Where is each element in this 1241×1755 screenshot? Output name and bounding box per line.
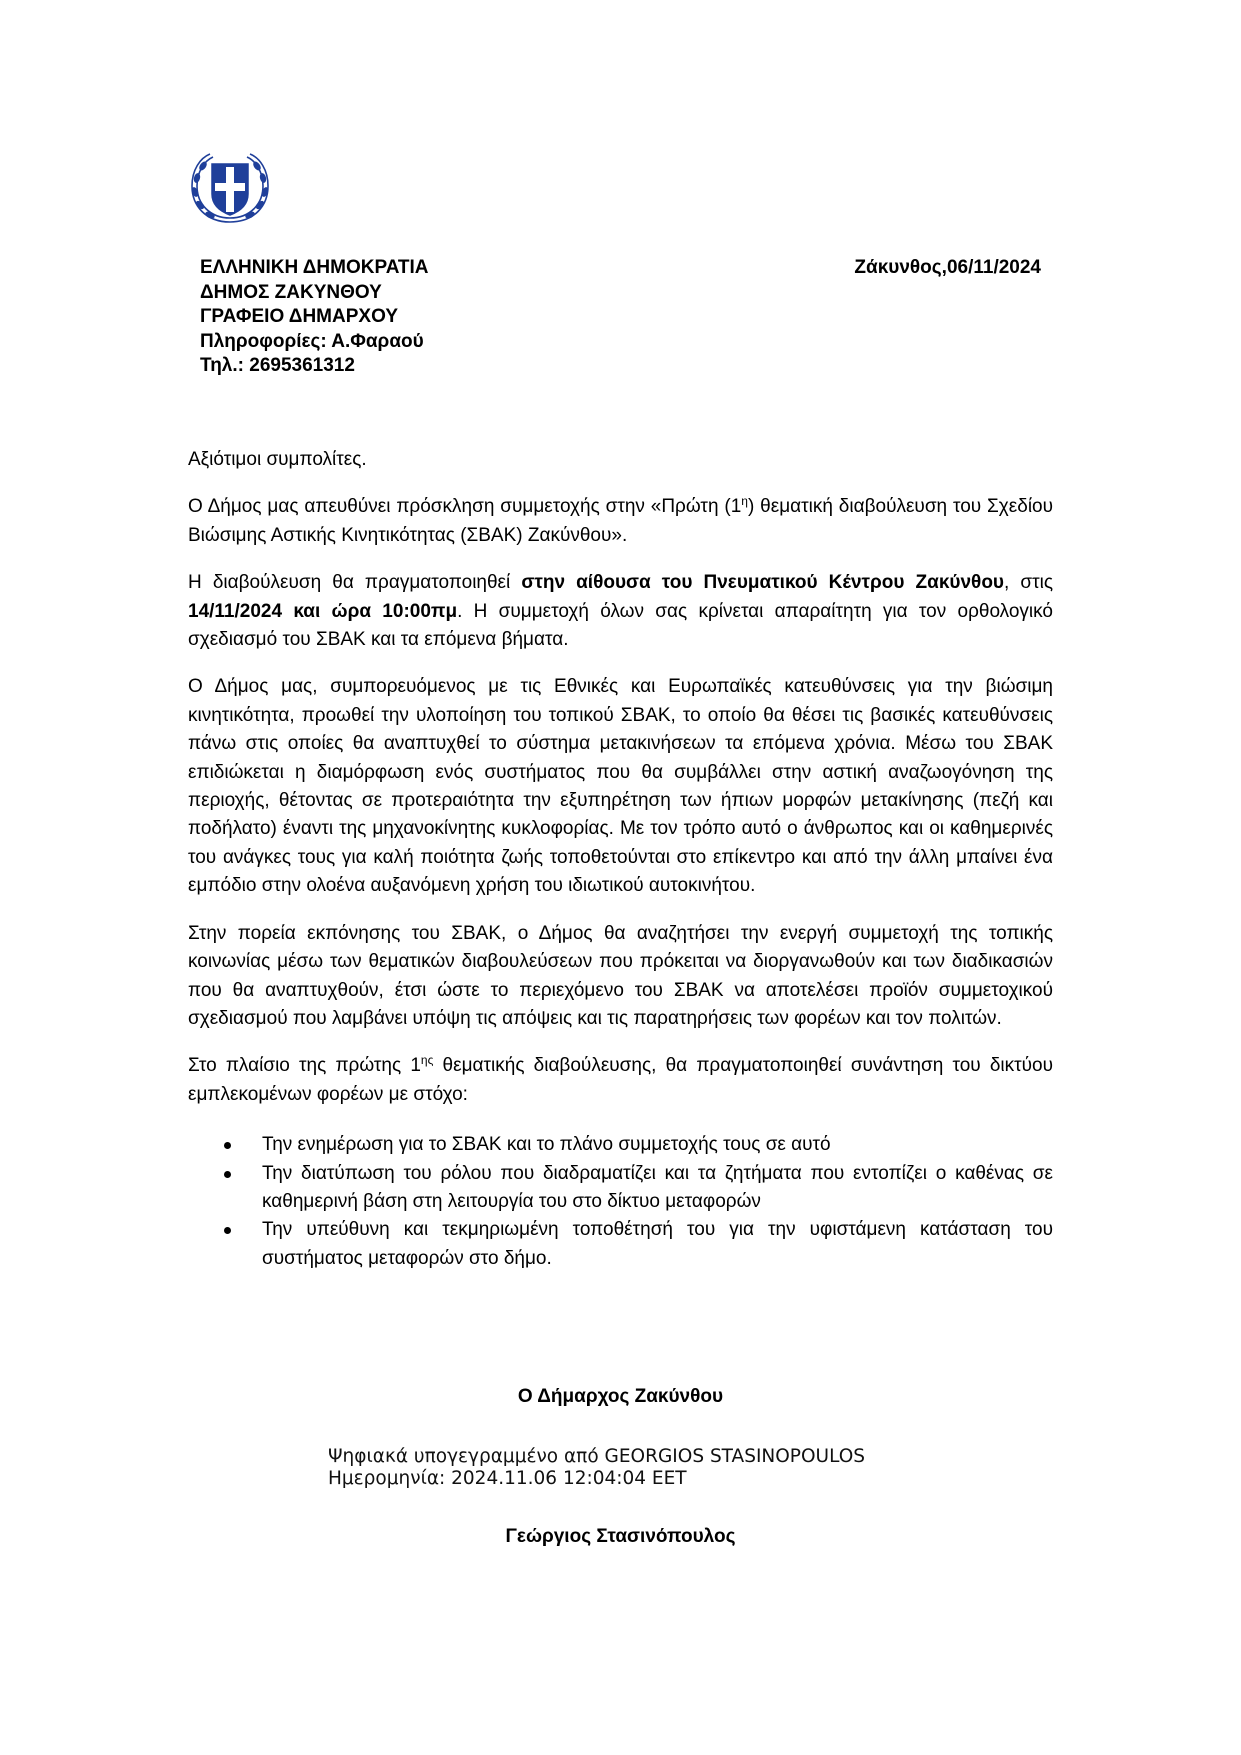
letter-body — [188, 446, 1053, 1273]
header-line-office: ΓΡΑΦΕΙΟ ΔΗΜΑΡΧΟΥ — [200, 306, 398, 327]
paragraph-venue: Η διαβούλευση θα πραγματοποιηθεί στην αίθουσα του Πνευματικού Κέντρου Ζακύνθου, στις 14/11/2024 και ώρα 10:00πμ. Η συμμετοχή όλων σας κρίνεται απαραίτητη για τον ορθολογικό σχεδιασμό του ΣΒΑΚ και τα επόμενα βήματα. — [188, 572, 1053, 651]
list-item: Την ενημέρωση για το ΣΒΑΚ και το πλάνο συμμετοχής τους σε αυτό — [188, 1131, 1053, 1159]
sender-header — [200, 256, 428, 379]
header-line-municipality: ΔΗΜΟΣ ΖΑΚΥΝΘΟΥ — [200, 281, 382, 303]
datetime-bold: 14/11/2024 και ώρα 10:00πμ — [188, 600, 458, 622]
mayor-title: Ο Δήμαρχος Ζακύνθου — [517, 1386, 724, 1407]
header-line-contact: Πληροφορίες: Α.Φαραού — [200, 330, 424, 352]
signature-date: Ημερομηνία: 2024.11.06 12:04:04 EET — [328, 1468, 687, 1489]
header-line-republic: ΕΛΛΗΝΙΚΗ ΔΗΜΟΚΡΑΤΙΑ — [200, 257, 429, 278]
header-line-phone: Τηλ.: 2695361312 — [200, 355, 355, 376]
paragraph-participation: Στην πορεία εκπόνησης του ΣΒΑΚ, ο Δήμος θα αναζητήσει την ενεργή συμμετοχή της τοπικής κοινωνίας μέσω των θεματικών διαβουλεύσεων που πρόκειται να διοργανωθούν και των διαδικασιών που θα αναπτυχθούν, έτσι ώστε το περιεχόμενο του ΣΒΑΚ να αποτελέσει προϊόν συμμετοχικού σχεδιασμού που λαμβάνει υπόψη τις απόψεις και τις παρατηρήσεις των φορέων και τον πολιτών. — [188, 922, 1053, 1029]
goals-list — [188, 1131, 1053, 1273]
digital-signature — [328, 1446, 865, 1490]
mayor-name: Γεώργιος Στασινόπουλος — [505, 1526, 736, 1547]
list-item: Την υπεύθυνη και τεκμηριωμένη τοποθέτησή του για την υφιστάμενη κατάσταση του συστήματος μεταφορών στο δήμο. — [188, 1216, 1053, 1273]
greeting: Αξιότιμοι συμπολίτες. — [188, 449, 367, 470]
letter-date: Ζάκυνθος,06/11/2024 — [854, 257, 1041, 278]
list-item: Την διατύπωση του ρόλου που διαδραματίζει και τα ζητήματα που εντοπίζει ο καθένας σε καθημερινή βάση στη λειτουργία του στο δίκτυο μεταφορών — [188, 1160, 1053, 1217]
signature-signed-by: Ψηφιακά υπογεγραμμένο από GEORGIOS STASINOPOULOS — [328, 1446, 866, 1467]
venue-bold: στην αίθουσα του Πνευματικού Κέντρου Ζακύνθου — [521, 572, 1004, 594]
paragraph-mobility: Ο Δήμος μας, συμπορευόμενος με τις Εθνικές και Ευρωπαϊκές κατευθύνσεις για την βιώσιμη κινητικότητα, προωθεί την υλοποίηση του τοπικού ΣΒΑΚ, το οποίο θα θέσει τις βασικές κατευθύνσεις πάνω στις οποίες θα αναπτυχθεί το σύστημα μετακινήσεων τα επόμενα χρόνια. Μέσω του ΣΒΑΚ επιδιώκεται η διαμόρφωση ενός συστήματος που θα συμβάλλει στην αστική αναζωογόνηση της περιοχής, θέτοντας σε προτεραιότητα την εξυπηρέτηση των ήπιων μορφών μετακίνησης (πεζή και ποδήλατο) έναντι της μηχανοκίνητης κυκλοφορίας. Με τον τρόπο αυτό ο άνθρωπος και οι καθημερινές του ανάγκες τους για καλή ποιότητα ζωής τοποθετούνται στο επίκεντρο και από την άλλη μπαίνει ένα εμπόδιο στην ολοένα αυξανόμενη χρήση του ιδιωτικού αυτοκινήτου. — [188, 676, 1053, 897]
paragraph-consultation-goals: Στο πλαίσιο της πρώτης $1^{\eta\varsigma}$ θεματικής διαβούλευσης, θα πραγματοποιηθεί συνάντηση του δικτύου εμπλεκομένων φορέων με στόχο: — [188, 1053, 1053, 1105]
paragraph-invitation: Ο Δήμος μας απευθύνει πρόσκληση συμμετοχής στην «Πρώτη $(1^\eta)$ θεματική διαβούλευση του Σχεδίου Βιώσιμης Αστικής Κινητικότητας (ΣΒΑΚ) Ζακύνθου». — [188, 494, 1053, 546]
greek-coat-of-arms-icon — [186, 150, 274, 226]
